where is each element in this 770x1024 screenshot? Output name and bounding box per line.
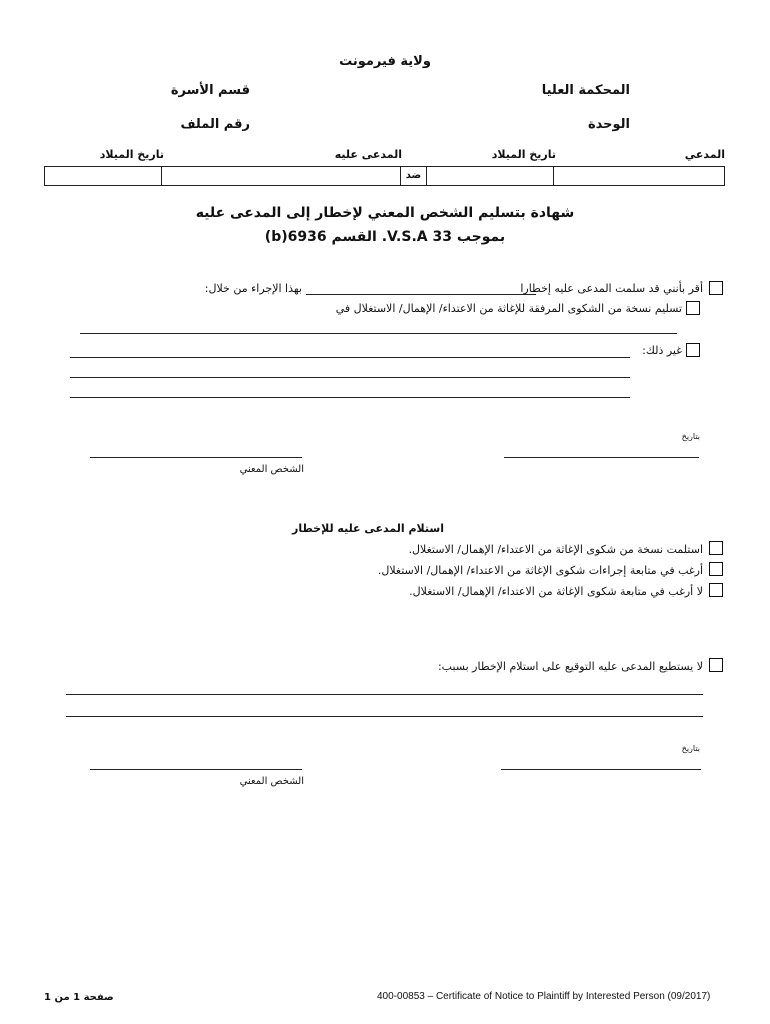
unit-label: الوحدة <box>587 117 630 132</box>
cell-divider <box>553 167 554 185</box>
certify-checkbox[interactable] <box>709 281 723 295</box>
plaintiff-dob-label: تاريخ الميلاد <box>491 148 556 161</box>
receipt-option-3-text: لا أرغب في متابعة شكوى الإغاثة من الاعتداء/ الإهمال/ الاستغلال. <box>409 585 703 598</box>
defendant-label: المدعى عليه <box>334 148 402 161</box>
date-label-2: بتاريخ <box>681 744 700 753</box>
certify-text-2: بهذا الإجراء من خلال: <box>204 282 302 295</box>
delivery-copy-checkbox[interactable] <box>686 301 700 315</box>
reason-line-2[interactable] <box>66 716 703 717</box>
reason-line-1[interactable] <box>66 694 703 695</box>
date-line-1[interactable] <box>504 457 699 458</box>
other-method-label: غير ذلك: <box>642 344 682 357</box>
other-method-line-1[interactable] <box>70 357 630 358</box>
unable-to-sign-text: لا يستطيع المدعى عليه التوقيع على استلام الإخطار بسبب: <box>437 660 703 673</box>
versus-label: ضد <box>405 170 422 181</box>
signature-line-1[interactable] <box>90 457 302 458</box>
receipt-option-1-text: استلمت نسخة من شكوى الإغاثة من الاعتداء/ الإهمال/ الاستغلال. <box>408 543 703 556</box>
form-title: شهادة بتسليم الشخص المعني لإخطار إلى المدعى عليه <box>195 205 575 221</box>
delivery-copy-text: تسليم نسخة من الشكوى المرفقة للإغاثة من الاعتداء/ الإهمال/ الاستغلال في <box>335 302 682 315</box>
defendant-dob-label: تاريخ الميلاد <box>99 148 164 161</box>
signer-label-1: الشخص المعني <box>239 464 304 475</box>
division-name: قسم الأسرة <box>170 83 250 98</box>
cell-divider <box>161 167 162 185</box>
cell-divider <box>426 167 427 185</box>
receipt-option-1-checkbox[interactable] <box>709 541 723 555</box>
delivery-location-line[interactable] <box>80 333 677 334</box>
other-method-line-3[interactable] <box>70 397 630 398</box>
page-number: صفحة 1 من 1 <box>44 992 114 1003</box>
plaintiff-label: المدعي <box>684 148 725 161</box>
other-method-line-2[interactable] <box>70 377 630 378</box>
receipt-heading: استلام المدعى عليه للإخطار <box>291 522 444 535</box>
receipt-option-2-text: أرغب في متابعة إجراءات شكوى الإغاثة من الاعتداء/ الإهمال/ الاستغلال. <box>377 564 703 577</box>
other-method-checkbox[interactable] <box>686 343 700 357</box>
parties-table <box>44 166 725 186</box>
court-name: المحكمة العليا <box>541 83 630 98</box>
form-id: 400-00853 – Certificate of Notice to Plaintiff by Interested Person (09/2017) <box>377 991 711 1002</box>
unable-to-sign-checkbox[interactable] <box>709 658 723 672</box>
notice-type-line[interactable] <box>306 294 536 295</box>
date-label-1: بتاريخ <box>681 432 700 441</box>
certify-text-1: أقر بأنني قد سلمت المدعى عليه إخطارا <box>520 282 703 295</box>
form-statute: بموجب 33 V.S.A. القسم 6936(b) <box>264 229 506 245</box>
docket-label: رقم الملف <box>180 117 250 132</box>
signature-line-2[interactable] <box>90 769 302 770</box>
receipt-option-3-checkbox[interactable] <box>709 583 723 597</box>
signer-label-2: الشخص المعني <box>239 776 304 787</box>
receipt-option-2-checkbox[interactable] <box>709 562 723 576</box>
state-name: ولاية فيرمونت <box>339 54 431 69</box>
date-line-2[interactable] <box>501 769 701 770</box>
